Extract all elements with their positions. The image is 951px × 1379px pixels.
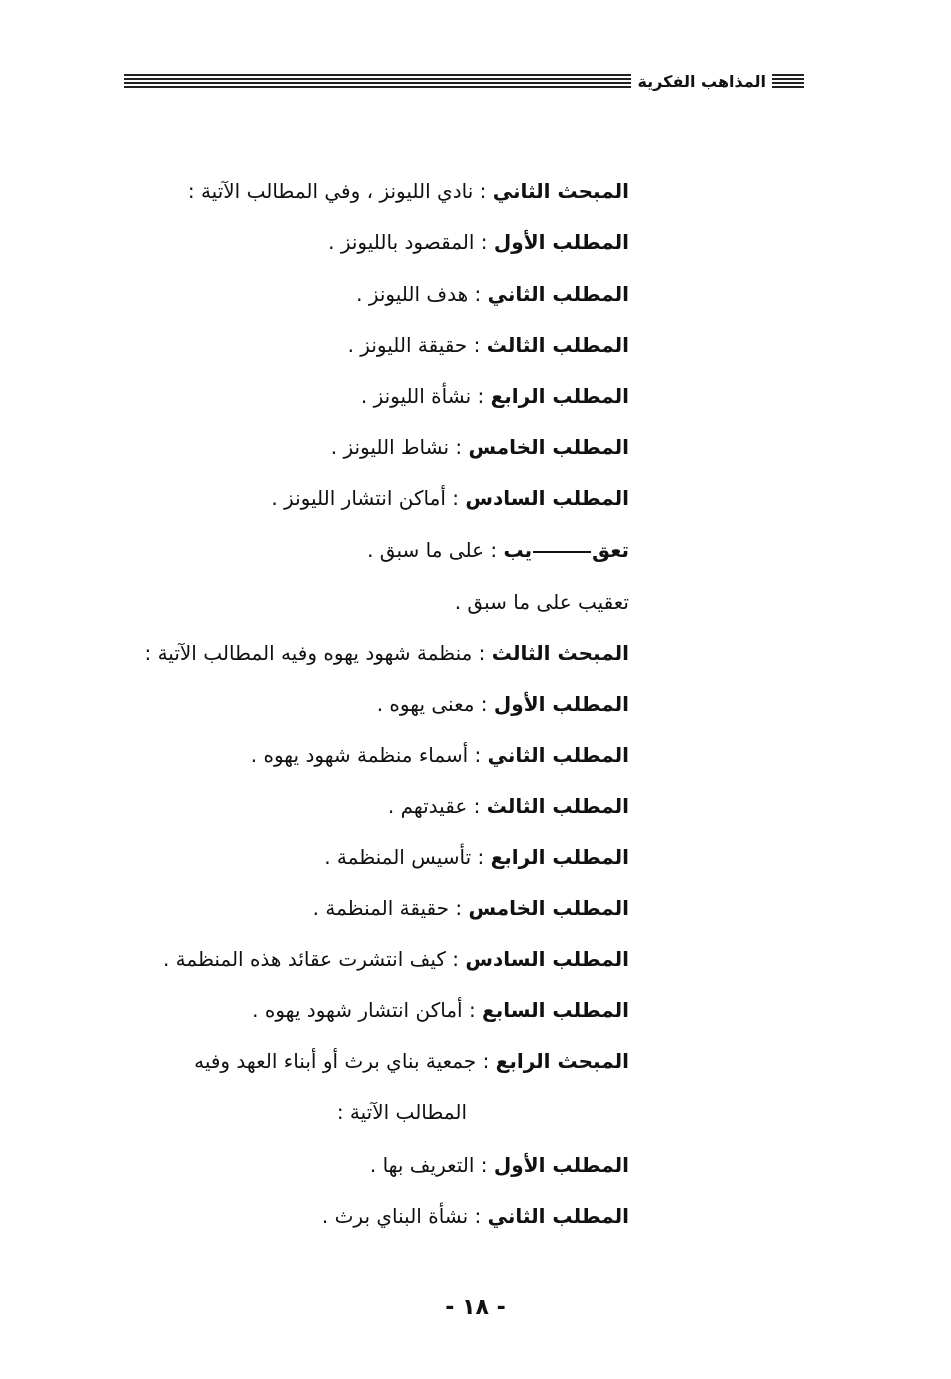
toc-label: المطلب الثاني — [487, 1204, 629, 1228]
toc-line — [194, 1046, 629, 1076]
toc-label-stretched — [503, 538, 629, 562]
kashida-stretch — [533, 551, 591, 553]
toc-label: المطلب الرابع — [490, 845, 629, 869]
toc-text: : نشأة البناي برث . — [321, 1204, 482, 1228]
toc-text: : هدف الليونز . — [356, 282, 482, 306]
toc-text: : التعريف بها . — [369, 1153, 488, 1177]
toc-line — [455, 587, 629, 617]
toc-text: : أسماء منظمة شهود يهوه . — [250, 743, 482, 767]
toc-text: : تأسيس المنظمة . — [324, 845, 485, 869]
toc-line — [188, 176, 629, 206]
toc-line-continuation — [337, 1097, 467, 1127]
toc-label: المبحث الثالث — [491, 641, 629, 665]
toc-label: المطلب الخامس — [468, 896, 629, 920]
toc-line — [144, 638, 629, 668]
toc-label: المطلب السابع — [482, 998, 629, 1022]
toc-line — [361, 381, 629, 411]
header-title: المذاهب الفكرية — [637, 71, 766, 91]
toc-line — [348, 330, 629, 360]
toc-text: : نشاط الليونز . — [330, 435, 463, 459]
toc-line — [252, 995, 629, 1025]
toc-label: المطلب الأول — [493, 230, 629, 254]
toc-label: المطلب الثالث — [486, 794, 629, 818]
toc-label: المطلب السادس — [465, 486, 629, 510]
toc-text: : عقيدتهم . — [387, 794, 481, 818]
toc-text: المطالب الآتية : — [336, 1100, 467, 1124]
toc-text: : حقيقة الليونز . — [347, 333, 481, 357]
toc-text: : أماكن انتشار شهود يهوه . — [252, 998, 476, 1022]
toc-text: تعقيب على ما سبق . — [454, 590, 629, 614]
page-number: - ١٨ - — [445, 1295, 506, 1320]
toc-label: المبحث الرابع — [495, 1049, 629, 1073]
toc-label: المطلب الأول — [493, 1153, 629, 1177]
toc-label: المطلب الثاني — [487, 743, 629, 767]
toc-line — [271, 483, 629, 513]
toc-line — [367, 535, 629, 565]
toc-line — [313, 893, 629, 923]
toc-line — [370, 1150, 629, 1180]
toc-label: المطلب الثاني — [487, 282, 629, 306]
toc-text: : نادي الليونز ، وفي المطالب الآتية : — [187, 179, 487, 203]
toc-label: المبحث الثاني — [492, 179, 629, 203]
toc-label: المطلب الأول — [493, 692, 629, 716]
toc-line — [163, 944, 629, 974]
toc-line — [322, 1201, 629, 1231]
toc-label: المطلب الثالث — [486, 333, 629, 357]
toc-line — [331, 432, 629, 462]
toc-text: : على ما سبق . — [367, 538, 498, 562]
toc-line — [388, 791, 629, 821]
toc-line — [356, 279, 629, 309]
toc-text: : جمعية بناي برث أو أبناء العهد وفيه — [194, 1049, 490, 1073]
toc-line — [251, 740, 629, 770]
toc-text: : أماكن انتشار الليونز . — [271, 486, 459, 510]
toc-line — [324, 842, 629, 872]
toc-text: : نشأة الليونز . — [360, 384, 485, 408]
toc-label-end: يب — [503, 538, 533, 562]
toc-line — [328, 227, 629, 257]
toc-text: : كيف انتشرت عقائد هذه المنظمة . — [162, 947, 459, 971]
toc-text: : معنى يهوه . — [376, 692, 488, 716]
toc-label: المطلب السادس — [465, 947, 629, 971]
toc-label-start: تعق — [592, 538, 629, 562]
toc-label: المطلب الخامس — [468, 435, 629, 459]
toc-text: : المقصود بالليونز . — [328, 230, 488, 254]
toc-label: المطلب الرابع — [490, 384, 629, 408]
toc-text: : حقيقة المنظمة . — [312, 896, 463, 920]
toc-text: : منظمة شهود يهوه وفيه المطالب الآتية : — [144, 641, 486, 665]
toc-line — [377, 689, 629, 719]
